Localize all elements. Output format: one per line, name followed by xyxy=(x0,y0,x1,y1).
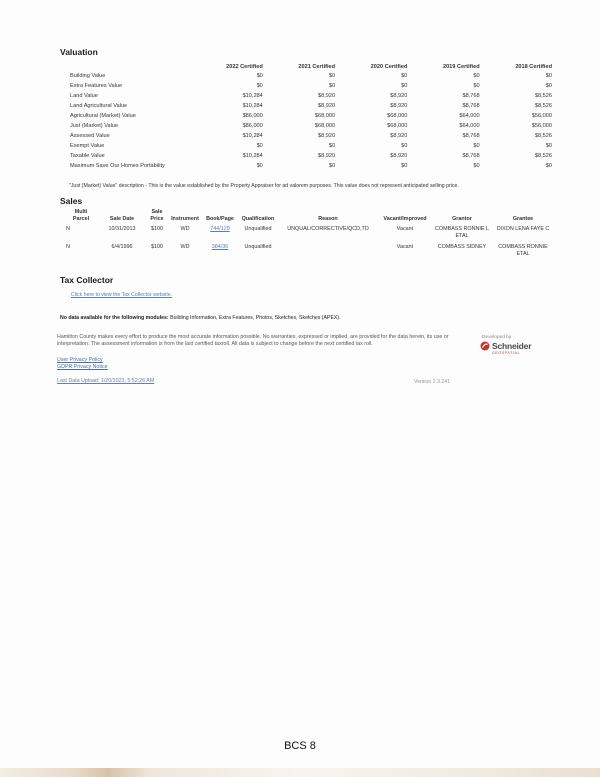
valuation-cell: $0 xyxy=(473,73,480,79)
valuation-row-label: Just (Market) Value xyxy=(70,123,119,129)
valuation-row xyxy=(64,101,554,111)
valuation-cell: $56,000 xyxy=(531,113,552,119)
valuation-cell: $10,284 xyxy=(242,103,263,109)
tax-collector-heading: Tax Collector xyxy=(60,275,114,285)
reason-cell: UNQUAL/CORRECTIVE/QCD,TD xyxy=(287,225,369,232)
book-page-link[interactable]: 744/129 xyxy=(210,225,230,232)
gdpr-privacy-link[interactable]: GDPR Privacy Notice xyxy=(57,364,108,371)
valuation-row xyxy=(64,81,554,91)
valuation-cell: $0 xyxy=(401,73,408,79)
valuation-row xyxy=(64,71,554,81)
valuation-row-label: Agricultural (Market) Value xyxy=(70,113,136,119)
developed-by-label: Developed by xyxy=(482,335,512,340)
valuation-row-label: Extra Features Value xyxy=(70,83,123,89)
last-upload-link[interactable]: Last Data Upload: 1/20/2023, 5:52:26 AM xyxy=(57,378,155,384)
sales-table xyxy=(64,208,554,260)
valuation-cell: $0 xyxy=(473,143,480,149)
valuation-cell: $8,920 xyxy=(390,153,408,159)
valuation-row xyxy=(64,131,554,141)
valuation-cell: $8,920 xyxy=(317,153,336,159)
valuation-cell: $8,768 xyxy=(462,153,480,159)
valuation-cell: $8,526 xyxy=(534,133,552,139)
version-label: Version 2.3.241 xyxy=(414,379,451,385)
valuation-cell: $0 xyxy=(401,83,408,89)
developer-credit[interactable] xyxy=(480,335,550,355)
page-label: BCS 8 xyxy=(284,740,316,752)
valuation-heading: Valuation xyxy=(60,47,98,57)
vacant-improved-cell: Vacant xyxy=(396,243,414,250)
valuation-body xyxy=(64,71,554,171)
privacy-links xyxy=(57,357,108,372)
no-data-label: No data available for the following modules: xyxy=(60,315,169,321)
sale-price-header: Sale Price xyxy=(150,209,164,222)
no-data-modules: Building Information, Extra Features, Photos, Sketches, Sketches (APEX). xyxy=(170,315,341,321)
valuation-cell: $10,284 xyxy=(242,133,263,139)
multi-parcel-header: Multi Parcel xyxy=(72,209,90,222)
valuation-cell: $0 xyxy=(545,163,552,169)
grantee-cell: COMBASS RONNIE ETAL xyxy=(498,243,548,257)
valuation-cell: $0 xyxy=(545,83,552,89)
valuation-cell: $68,000 xyxy=(314,123,336,129)
grantor-cell: COMBASS SIDNEY xyxy=(437,243,487,250)
qualification-cell: Unqualified xyxy=(244,243,272,250)
valuation-row xyxy=(64,111,554,121)
valuation-row xyxy=(64,141,554,151)
valuation-cell: $8,920 xyxy=(317,103,336,109)
valuation-cell: $10,284 xyxy=(242,93,263,99)
valuation-cell: $8,526 xyxy=(534,153,552,159)
valuation-label-header xyxy=(64,62,193,71)
valuation-cell: $8,526 xyxy=(534,103,552,109)
user-privacy-link[interactable]: User Privacy Policy xyxy=(57,357,103,363)
valuation-row-label: Taxable Value xyxy=(70,153,105,159)
multi-parcel-cell: N xyxy=(66,225,70,232)
sale-price-cell: $100 xyxy=(151,243,163,250)
valuation-cell: $68,000 xyxy=(387,123,408,129)
vacant-improved-header: Vacant/Improved xyxy=(383,215,427,222)
valuation-cell: $0 xyxy=(256,143,263,149)
grantor-cell: COMBASS RONNIE L ETAL xyxy=(435,225,489,239)
valuation-cell: $86,000 xyxy=(242,113,263,119)
valuation-row xyxy=(64,91,554,101)
valuation-cell: $8,768 xyxy=(462,133,480,139)
valuation-cell: $0 xyxy=(401,163,408,169)
valuation-row-label: Land Agricultural Value xyxy=(70,103,128,109)
valuation-col-header: 2019 Certified xyxy=(442,63,480,70)
valuation-cell: $10,284 xyxy=(242,153,263,159)
valuation-cell: $8,920 xyxy=(390,133,408,139)
valuation-col-header: 2020 Certified xyxy=(370,63,408,70)
sales-header-row xyxy=(64,208,554,224)
valuation-cell: $64,000 xyxy=(459,123,480,129)
valuation-header-row xyxy=(64,62,554,71)
vendor-subtitle: GEOSPATIAL xyxy=(492,351,521,355)
scan-edge xyxy=(0,768,600,777)
valuation-cell: $0 xyxy=(401,143,408,149)
valuation-cell: $68,000 xyxy=(314,113,336,119)
just-value-note: "Just (Market) Value" description - This is the value established by the Property Appraiser for ad valorem purposes. This value does not represent anticipated selling price. xyxy=(69,183,459,189)
disclaimer-text: Hamilton County makes every effort to produce the most accurate information possible. No warranties, expressed or implied, are provided for the data herein, its use or interpretation. The assessment information is from the last certified taxroll. All data is subject to change before the next certified tax roll. xyxy=(57,334,449,347)
valuation-cell: $0 xyxy=(473,163,480,169)
valuation-cell: $8,920 xyxy=(390,103,408,109)
grantee-header: Grantee xyxy=(512,215,534,222)
valuation-cell: $0 xyxy=(256,163,263,169)
qualification-cell: Unqualified xyxy=(244,225,272,232)
valuation-cell: $8,768 xyxy=(462,103,480,109)
valuation-row-label: Land Value xyxy=(70,93,98,99)
valuation-cell: $64,000 xyxy=(459,113,480,119)
valuation-row-label: Maximum Save Our Homes Portability xyxy=(70,163,165,169)
valuation-row xyxy=(64,161,554,171)
valuation-cell: $8,526 xyxy=(534,93,552,99)
valuation-cell: $56,000 xyxy=(531,123,552,129)
valuation-cell: $0 xyxy=(545,73,552,79)
valuation-cell: $0 xyxy=(328,143,336,149)
valuation-cell: $8,920 xyxy=(317,133,336,139)
valuation-row-label: Exempt Value xyxy=(70,143,105,149)
valuation-cell: $8,920 xyxy=(317,93,336,99)
valuation-cell: $0 xyxy=(256,73,263,79)
multi-parcel-cell: N xyxy=(66,243,70,250)
valuation-col-header: 2022 Certified xyxy=(226,63,263,70)
valuation-cell: $0 xyxy=(256,83,263,89)
tax-collector-link[interactable]: Click here to view the Tax Collector website. xyxy=(71,292,173,298)
sale-date-header: Sale Date xyxy=(109,215,135,222)
valuation-cell: $8,920 xyxy=(390,93,408,99)
valuation-row-label: Building Value xyxy=(70,73,106,79)
valuation-cell: $68,000 xyxy=(387,113,408,119)
no-data-notice xyxy=(60,315,341,321)
valuation-col-header: 2021 Certified xyxy=(298,63,336,70)
schneider-logo xyxy=(480,341,550,351)
schneider-logo-icon xyxy=(480,341,490,351)
sale-date-cell: 10/31/2013 xyxy=(108,225,136,232)
instrument-cell: WD xyxy=(180,225,190,232)
valuation-col-header: 2018 Certified xyxy=(515,63,552,70)
vendor-name: Schneider xyxy=(492,341,532,351)
instrument-header: Instrument xyxy=(171,215,199,222)
valuation-table xyxy=(64,62,554,171)
valuation-row xyxy=(64,121,554,131)
valuation-cell: $0 xyxy=(328,83,336,89)
sales-row xyxy=(64,224,554,242)
sales-heading: Sales xyxy=(60,196,83,206)
vacant-improved-cell: Vacant xyxy=(396,225,414,232)
book-page-link[interactable]: 384/36 xyxy=(211,243,229,250)
reason-header: Reason xyxy=(318,215,338,222)
grantee-cell: DIXON LENA FAYE C xyxy=(496,225,550,232)
valuation-cell: $0 xyxy=(545,143,552,149)
valuation-cell: $0 xyxy=(328,73,336,79)
instrument-cell: WD xyxy=(180,243,190,250)
grantor-header: Grantor xyxy=(452,215,472,222)
book-page-header: Book/Page xyxy=(206,215,234,222)
qualification-header: Qualification xyxy=(241,215,275,222)
valuation-row-label: Assessed Value xyxy=(70,133,110,139)
sale-date-cell: 6/4/1996 xyxy=(111,243,133,250)
sale-price-cell: $100 xyxy=(151,225,163,232)
valuation-cell: $0 xyxy=(473,83,480,89)
sales-row xyxy=(64,242,554,260)
valuation-cell: $86,000 xyxy=(242,123,263,129)
reason-cell xyxy=(278,242,378,260)
valuation-row xyxy=(64,151,554,161)
valuation-cell: $0 xyxy=(328,163,336,169)
valuation-cell: $8,768 xyxy=(462,93,480,99)
